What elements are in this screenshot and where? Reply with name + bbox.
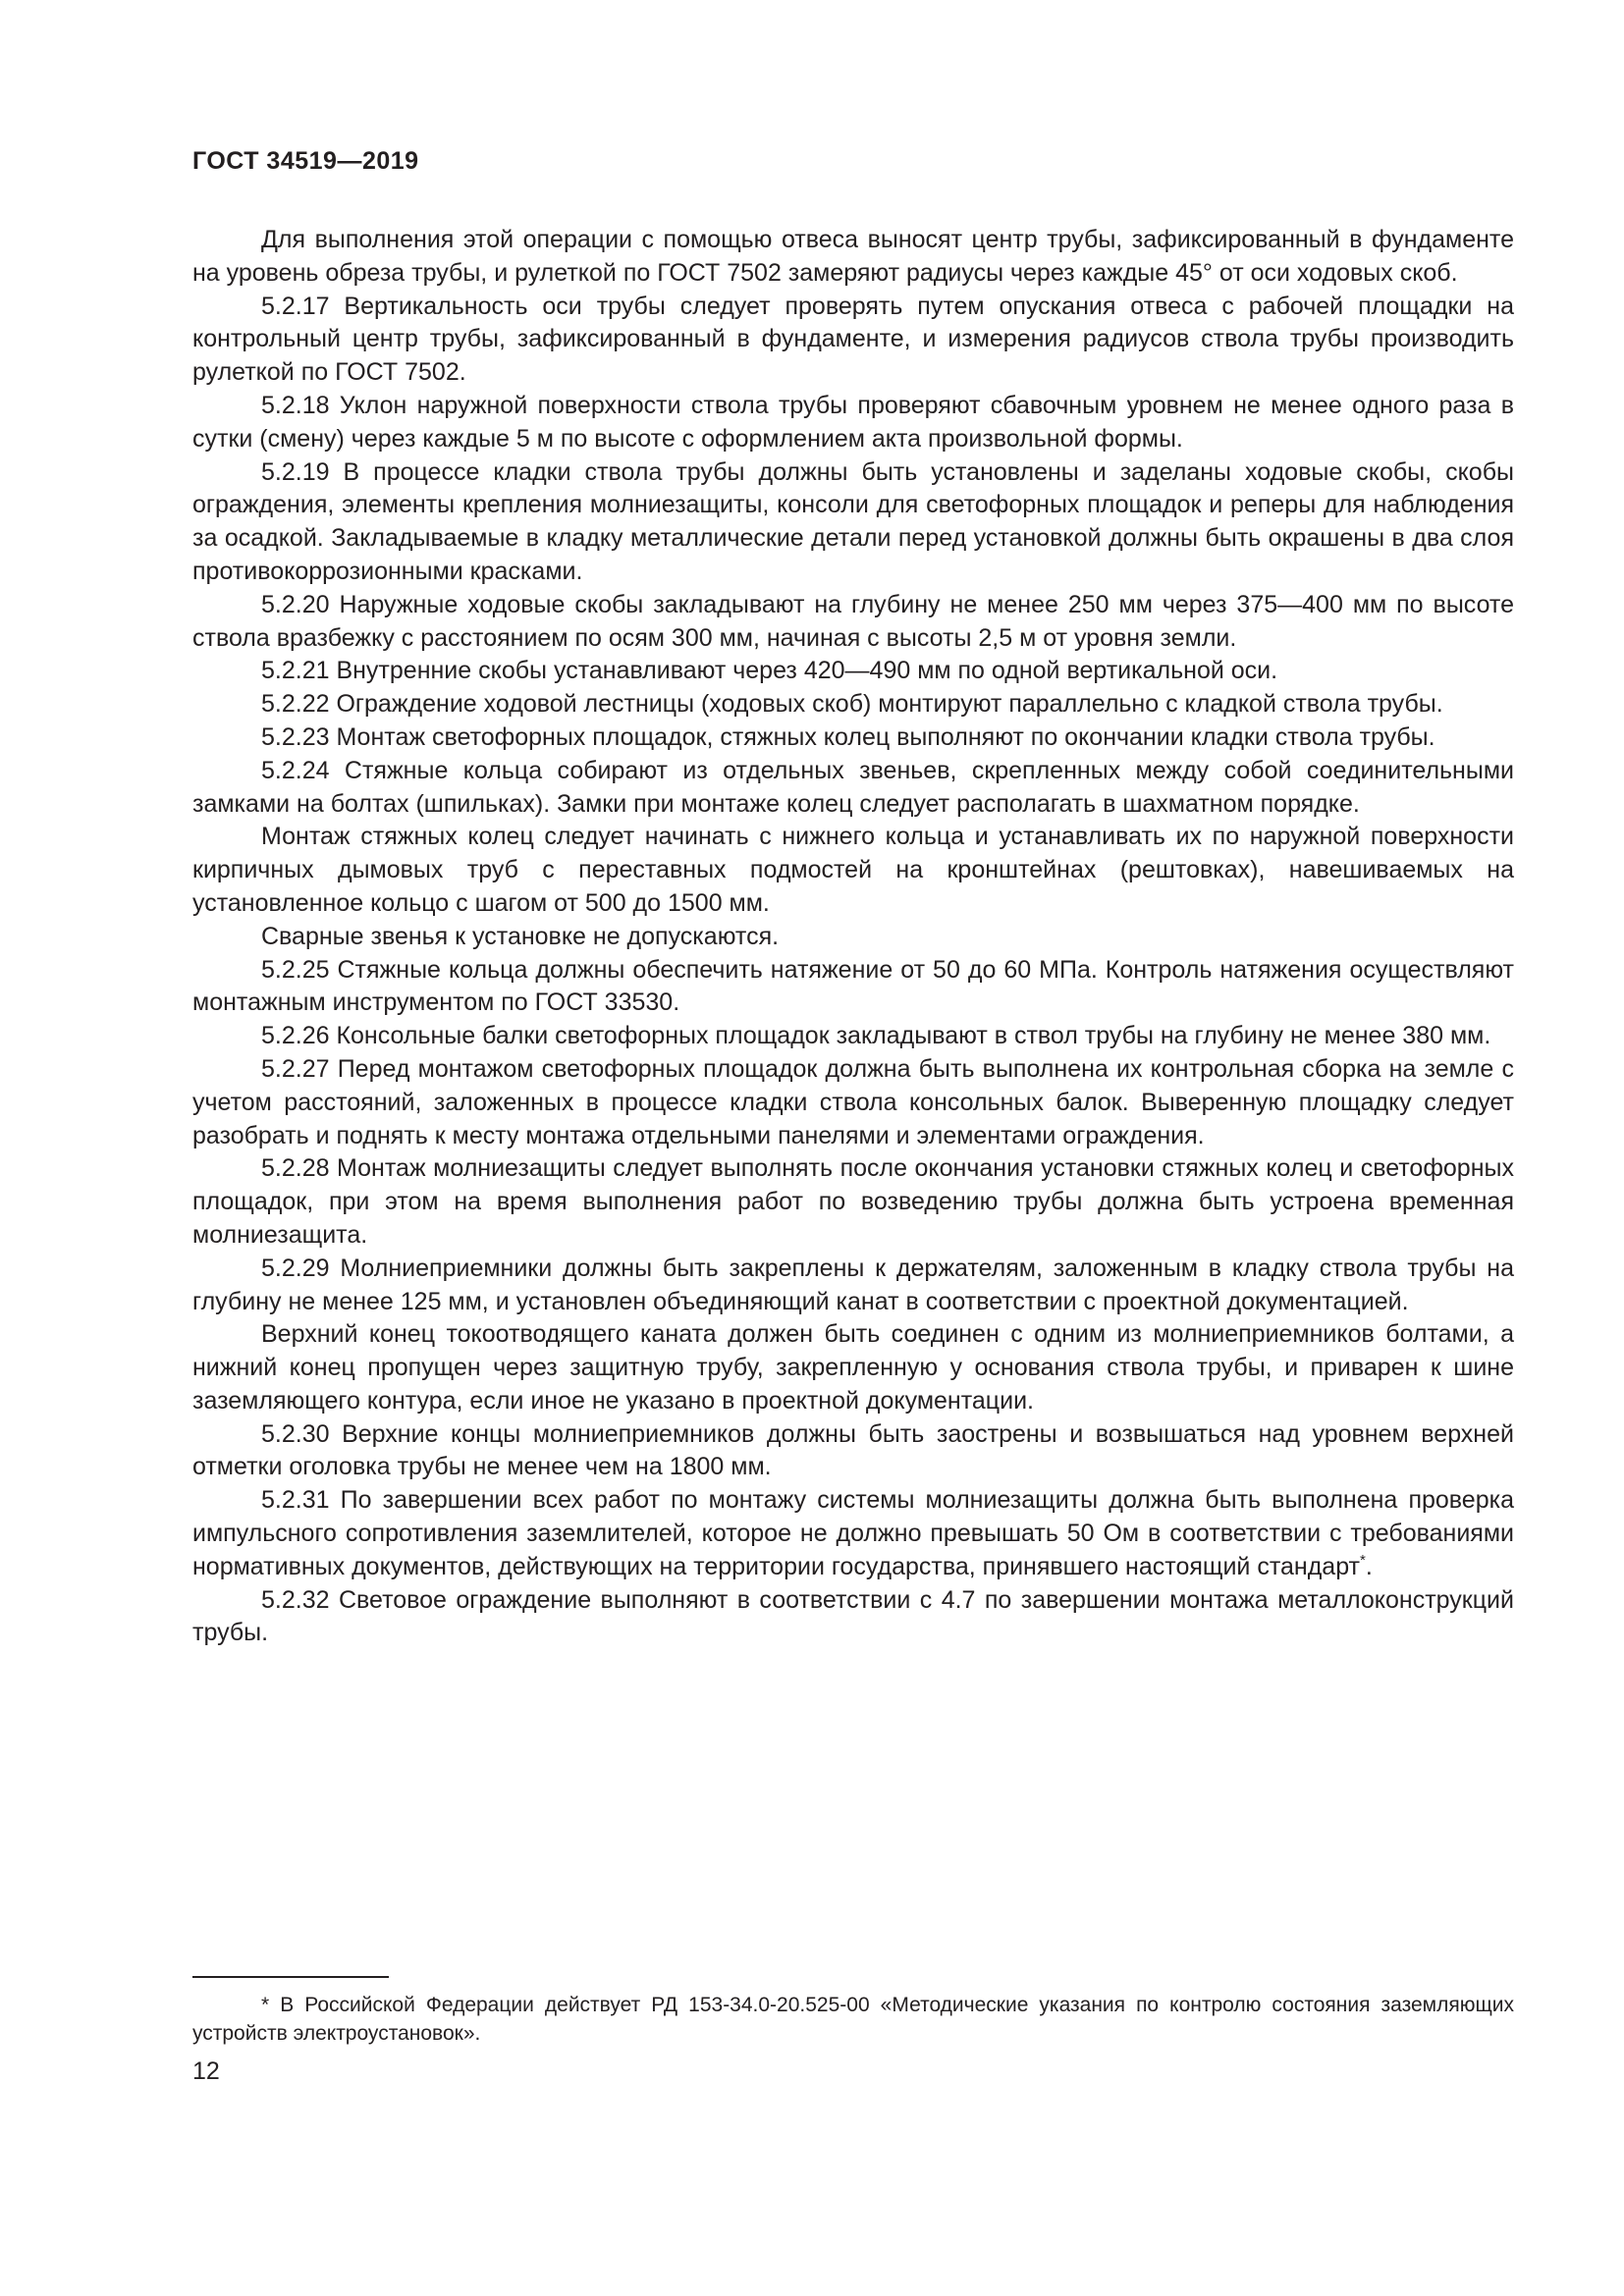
paragraph-5-2-19: 5.2.19 В процессе кладки ствола трубы должны быть установлены и заделаны ходовые скобы, скобы ограждения, элементы крепления молниезащиты, консоли для светофорных площадок и реперы для наблюдения за осадкой. Закладываемые в кладку металлические детали перед установкой должны быть окрашены в два слоя противокоррозионными красками. (192, 457, 1514, 585)
footnote-separator (192, 1976, 389, 1978)
paragraph-5-2-26: 5.2.26 Консольные балки светофорных площадок закладывают в ствол трубы на глубину не менее 380 мм. (261, 1022, 1491, 1050)
paragraph: Верхний конец токоотводящего каната должен быть соединен с одним из молниеприемников болтами, а нижний конец пропущен через защитную трубу, закрепленную у основания ствола трубы, и приварен к шине заземляющего контура, если иное не указано в проектной документации. (192, 1320, 1514, 1415)
document-header: ГОСТ 34519—2019 (192, 147, 419, 175)
paragraph-5-2-22: 5.2.22 Ограждение ходовой лестницы (ходовых скоб) монтируют параллельно с кладкой ствола трубы. (261, 690, 1443, 719)
paragraph-5-2-28: 5.2.28 Монтаж молниезащиты следует выполнять после окончания установки стяжных колец и светофорных площадок, при этом на время выполнения работ по возведению трубы должна быть устроена временная молниезащита. (192, 1154, 1514, 1249)
paragraph-5-2-31: 5.2.31 По завершении всех работ по монтажу системы молниезащиты должна быть выполнена проверка импульсного сопротивления заземлителей, которое не должно превышать 50 Ом в соответствии с требованиями нормативных документов, действующих на территории государства, принявшего настоящий стандарт*. (192, 1486, 1514, 1580)
paragraph-5-2-24: 5.2.24 Стяжные кольца собирают из отдельных звеньев, скрепленных между собой соединительными замками на болтах (шпильках). Замки при монтаже колец следует располагать в шахматном порядке. (192, 756, 1514, 818)
paragraph-text: 5.2.31 По завершении всех работ по монтажу системы молниезащиты должна быть выполнена проверка импульсного сопротивления заземлителей, которое не должно превышать 50 Ом в соответствии с требованиями нормативных документов, действующих на территории государства, принявшего настоящий стандарт (192, 1486, 1514, 1580)
paragraph: Для выполнения этой операции с помощью отвеса выносят центр трубы, зафиксированный в фундаменте на уровень обреза трубы, и рулеткой по ГОСТ 7502 замеряют радиусы через каждые 45° от оси ходовых скоб. (192, 226, 1514, 287)
paragraph: Монтаж стяжных колец следует начинать с нижнего кольца и устанавливать их по наружной поверхности кирпичных дымовых труб с переставных подмостей на кронштейнах (рештовках), навешиваемых на установленное кольцо с шагом от 500 до 1500 мм. (192, 823, 1514, 917)
paragraph-5-2-29: 5.2.29 Молниеприемники должны быть закреплены к держателям, заложенным в кладку ствола трубы на глубину не менее 125 мм, и установлен объединяющий канат в соответствии с проектной документацией. (192, 1254, 1514, 1315)
page-number: 12 (192, 2057, 220, 2085)
paragraph-5-2-23: 5.2.23 Монтаж светофорных площадок, стяжных колец выполняют по окончании кладки ствола трубы. (261, 722, 1435, 751)
paragraph-5-2-18: 5.2.18 Уклон наружной поверхности ствола трубы проверяют сбавочным уровнем не менее одного раза в сутки (смену) через каждые 5 м по высоте с оформлением акта произвольной формы. (192, 391, 1514, 453)
footnote-text: * В Российской Федерации действует РД 153-34.0-20.525-00 «Методические указания по контролю состояния заземляющих устройств электроустановок». (192, 1994, 1514, 2045)
paragraph-5-2-21: 5.2.21 Внутренние скобы устанавливают через 420—490 мм по одной вертикальной оси. (261, 657, 1278, 685)
footnote (192, 1991, 1514, 2048)
paragraph-5-2-30: 5.2.30 Верхние концы молниеприемников должны быть заострены и возвышаться над уровнем верхней отметки оголовка трубы не менее чем на 1800 мм. (192, 1419, 1514, 1481)
paragraph-5-2-25: 5.2.25 Стяжные кольца должны обеспечить натяжение от 50 до 60 МПа. Контроль натяжения осуществляют монтажным инструментом по ГОСТ 33530. (192, 955, 1514, 1017)
footnote-reference: * (1360, 1551, 1366, 1569)
paragraph-5-2-27: 5.2.27 Перед монтажом светофорных площадок должна быть выполнена их контрольная сборка на земле с учетом расстояний, заложенных в процессе кладки ствола консольных балок. Выверенную площадку следует разобрать и поднять к месту монтажа отдельными панелями и элементами ограждения. (192, 1054, 1514, 1149)
paragraph: Сварные звенья к установке не допускаются. (261, 922, 780, 950)
body-text (192, 224, 1514, 1650)
paragraph-5-2-17: 5.2.17 Вертикальность оси трубы следует проверять путем опускания отвеса с рабочей площадки на контрольный центр трубы, зафиксированный в фундаменте, и измерения радиусов ствола трубы производить рулеткой по ГОСТ 7502. (192, 292, 1514, 387)
paragraph-5-2-20: 5.2.20 Наружные ходовые скобы закладывают на глубину не менее 250 мм через 375—400 мм по высоте ствола вразбежку с расстоянием по осям 300 мм, начиная с высоты 2,5 м от уровня земли. (192, 590, 1514, 652)
paragraph-5-2-32: 5.2.32 Световое ограждение выполняют в соответствии с 4.7 по завершении монтажа металлоконструкций трубы. (192, 1585, 1514, 1647)
